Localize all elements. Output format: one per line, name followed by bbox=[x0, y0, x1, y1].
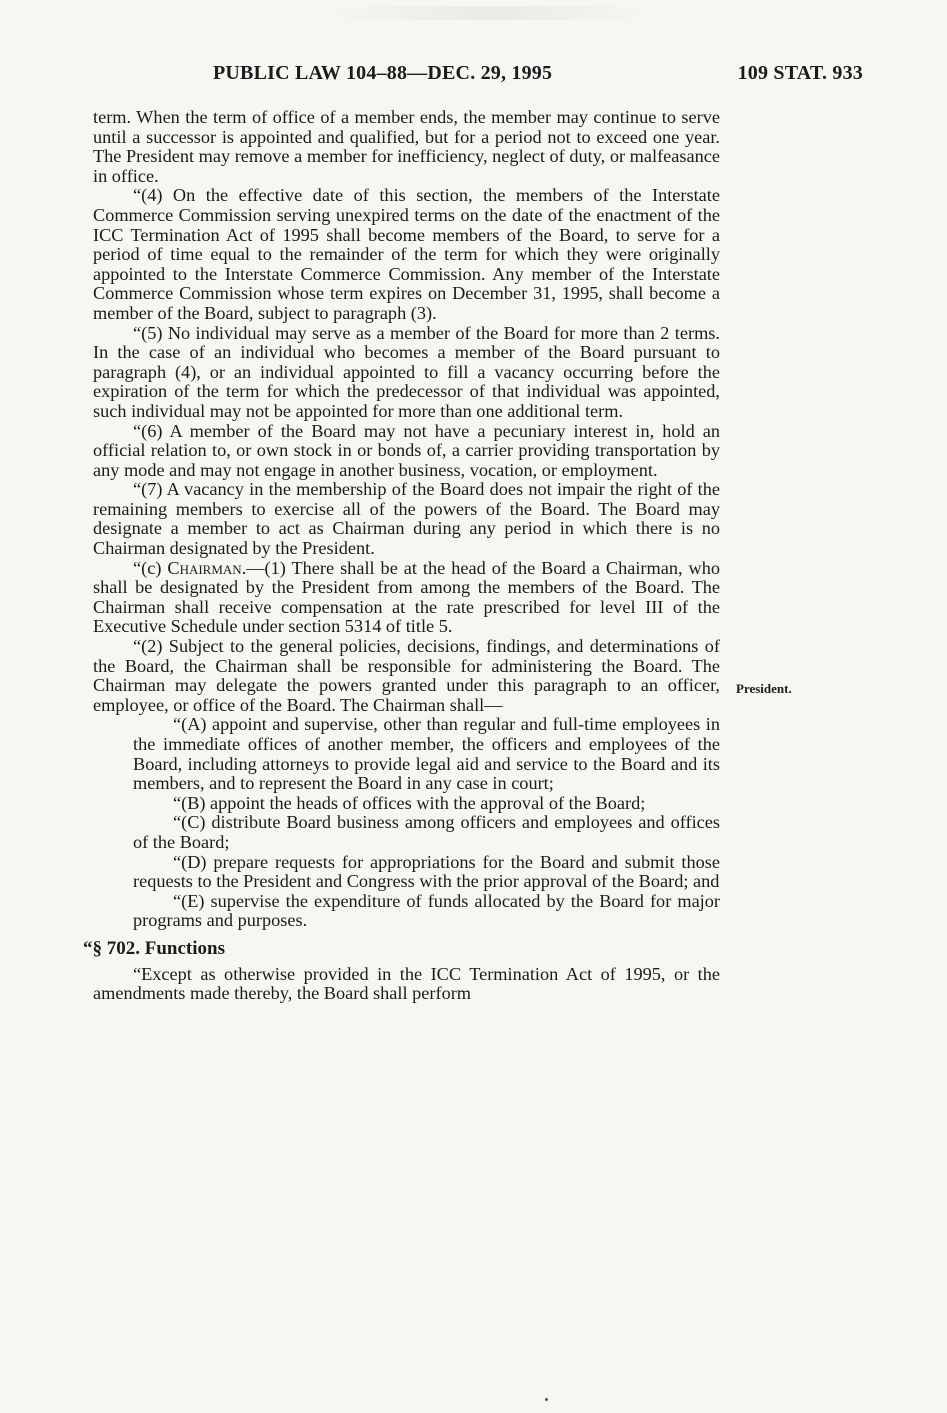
paragraph: “(6) A member of the Board may not have a pecuniary interest in, hold an official relation to, or own stock in or bonds of, a carrier providing transportation by any mode and may not engage in another business, vocation, or employment. bbox=[93, 420, 720, 480]
paragraph: “(2) Subject to the general policies, decisions, findings, and determinations of the Board, the Chairman shall be responsible for administering the Board. The Chairman may delegate the powers granted under this paragraph to an officer, employee, or office of the Board. The Chairman shall— bbox=[93, 636, 720, 715]
margin-note: President. bbox=[736, 681, 792, 696]
paragraph: “(5) No individual may serve as a member of the Board for more than 2 terms. In the case of an individual who becomes a member of the Board pursuant to paragraph (4), or an individual appointed to fill a vacancy occurring before the expiration of the term for which the predecessor of that individual was appointed, such individual may not be appointed for more than one additional term. bbox=[93, 322, 720, 421]
subparagraph-a: “(A) appoint and supervise, other than regular and full-time employees in the immediate offices of another member, the officers and employees of the Board, including attorneys to provide legal aid and service to the Board and its members, and to represent the Board in any case in court; bbox=[133, 714, 720, 794]
statute-page-number: 109 STAT. 933 bbox=[737, 62, 863, 84]
paragraph: “(7) A vacancy in the membership of the Board does not impair the right of the remaining members to exercise all of the powers of the Board. The Board may designate a member to act as Chairman during any period in which there is no Chairman designated by the President. bbox=[93, 479, 720, 559]
paragraph: “(4) On the effective date of this section, the members of the Interstate Commerce Commission serving unexpired terms on the date of the enactment of the ICC Termination Act of 1995 shall become members of the Board, to serve for a period of time equal to the remainder of the term for which they were originally appointed to the Interstate Commerce Commission. Any member of the Interstate Commerce Commission whose term expires on December 31, 1995, shall become a member of the Board, subject to paragraph (3). bbox=[93, 185, 720, 323]
subparagraph-d: “(D) prepare requests for appropriations for the Board and submit those requests to the President and Congress with the prior approval of the Board; and bbox=[133, 851, 720, 892]
document-body bbox=[83, 107, 720, 1004]
scan-smudge bbox=[330, 6, 650, 20]
subsection-text: .—(1) There shall be at the head of the Board a Chairman, who shall be designated by the President from among the members of the Board. The Chairman shall receive compensation at the rate prescribed for level III of the Executive Schedule under section 5314 of title 5. bbox=[93, 557, 720, 637]
subsection-prefix: “(c) bbox=[133, 557, 168, 578]
subparagraph-b: “(B) appoint the heads of offices with the approval of the Board; bbox=[173, 792, 646, 813]
paragraph: term. When the term of office of a member ends, the member may continue to serve until a successor is appointed and qualified, but for a period not to exceed one year. The President may remove a member for inefficiency, neglect of duty, or malfeasance in office. bbox=[93, 107, 720, 186]
section-heading: “§ 702. Functions bbox=[83, 937, 225, 959]
subsection-heading: Chairman bbox=[167, 557, 242, 578]
subparagraph-c: “(C) distribute Board business among officers and employees and offices of the Board; bbox=[133, 812, 720, 852]
running-head: PUBLIC LAW 104–88—DEC. 29, 1995 bbox=[213, 62, 553, 84]
paragraph-chairman bbox=[93, 559, 720, 637]
paragraph: “Except as otherwise provided in the ICC Termination Act of 1995, or the amendments made thereby, the Board shall perform bbox=[93, 963, 720, 1004]
scan-mark bbox=[545, 1398, 548, 1401]
subparagraph-e: “(E) supervise the expenditure of funds allocated by the Board for major programs and purposes. bbox=[133, 890, 720, 931]
